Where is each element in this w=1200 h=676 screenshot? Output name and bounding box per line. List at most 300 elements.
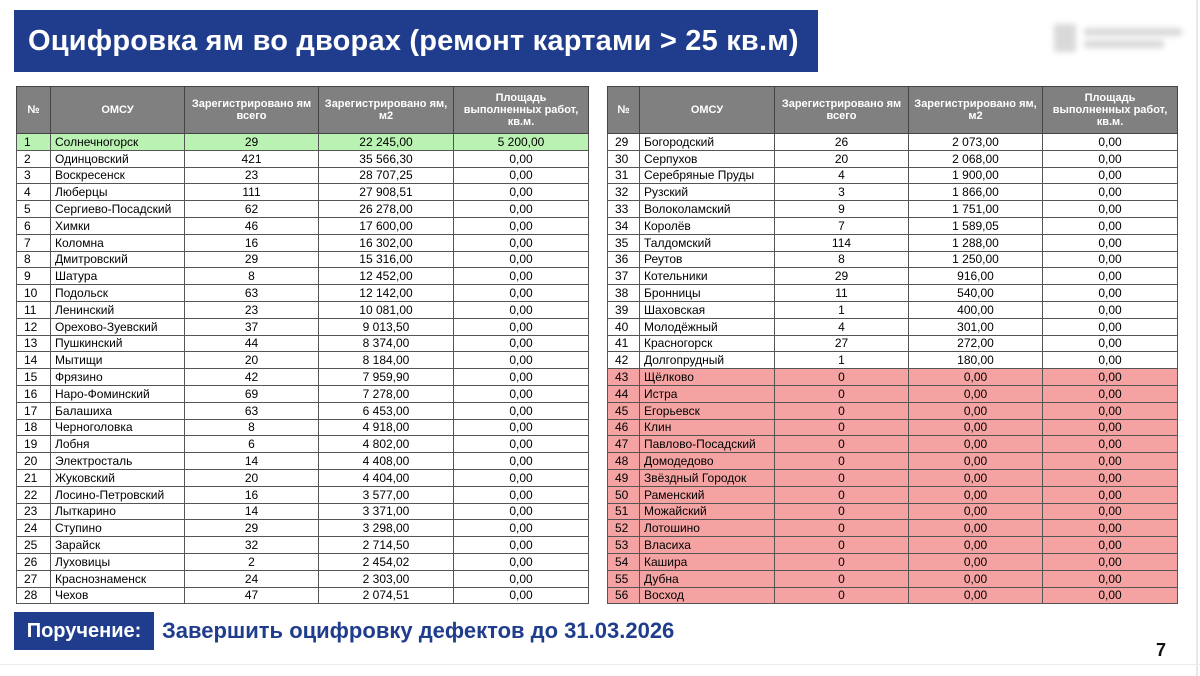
- cell-done: 0,00: [1043, 268, 1178, 285]
- cell-num: 33: [608, 201, 640, 218]
- header-count: Зарегистрировано ям всего: [775, 87, 909, 134]
- cell-omsu: Молодёжный: [640, 318, 775, 335]
- cell-num: 30: [608, 150, 640, 167]
- cell-done: 0,00: [1043, 134, 1178, 151]
- cell-omsu: Власиха: [640, 537, 775, 554]
- table-row: [608, 436, 1178, 453]
- cell-num: 50: [608, 486, 640, 503]
- cell-count: 0: [775, 419, 909, 436]
- cell-num: 10: [17, 285, 51, 302]
- cell-done: 0,00: [1043, 150, 1178, 167]
- table-row: [17, 268, 589, 285]
- cell-num: 56: [608, 587, 640, 604]
- table-row: [17, 251, 589, 268]
- cell-omsu: Шаховская: [640, 301, 775, 318]
- cell-count: 69: [185, 385, 319, 402]
- table-row: [608, 184, 1178, 201]
- cell-area: 35 566,30: [319, 150, 454, 167]
- table-row: [608, 301, 1178, 318]
- cell-done: 0,00: [1043, 587, 1178, 604]
- cell-omsu: Реутов: [640, 251, 775, 268]
- header-done: Площадь выполненных работ, кв.м.: [454, 87, 589, 134]
- cell-omsu: Лосино-Петровский: [51, 486, 185, 503]
- cell-area: 4 802,00: [319, 436, 454, 453]
- cell-done: 0,00: [454, 251, 589, 268]
- cell-num: 42: [608, 352, 640, 369]
- table-row: [17, 335, 589, 352]
- cell-done: 0,00: [454, 469, 589, 486]
- cell-omsu: Бронницы: [640, 285, 775, 302]
- cell-omsu: Дубна: [640, 570, 775, 587]
- header-omsu: ОМСУ: [640, 87, 775, 134]
- cell-omsu: Сергиево-Посадский: [51, 201, 185, 218]
- cell-count: 0: [775, 402, 909, 419]
- table-row: [608, 285, 1178, 302]
- cell-omsu: Егорьевск: [640, 402, 775, 419]
- cell-done: 0,00: [1043, 335, 1178, 352]
- cell-num: 49: [608, 469, 640, 486]
- cell-omsu: Орехово-Зуевский: [51, 318, 185, 335]
- cell-done: 0,00: [454, 369, 589, 386]
- potholes-table-left: [16, 86, 589, 604]
- cell-area: 0,00: [909, 520, 1043, 537]
- table-row: [17, 134, 589, 151]
- cell-num: 48: [608, 453, 640, 470]
- cell-omsu: Дмитровский: [51, 251, 185, 268]
- table-header-row: [608, 87, 1178, 134]
- cell-area: 400,00: [909, 301, 1043, 318]
- cell-area: 1 866,00: [909, 184, 1043, 201]
- cell-count: 3: [775, 184, 909, 201]
- slide-edge: [1196, 0, 1198, 676]
- table-header-row: [17, 87, 589, 134]
- cell-count: 2: [185, 553, 319, 570]
- cell-num: 20: [17, 453, 51, 470]
- table-row: [608, 251, 1178, 268]
- cell-done: 0,00: [454, 318, 589, 335]
- cell-count: 1: [775, 301, 909, 318]
- cell-area: 26 278,00: [319, 201, 454, 218]
- cell-count: 20: [185, 352, 319, 369]
- cell-done: 0,00: [454, 285, 589, 302]
- cell-done: 0,00: [1043, 570, 1178, 587]
- table-row: [17, 520, 589, 537]
- table-row: [608, 419, 1178, 436]
- cell-count: 0: [775, 520, 909, 537]
- cell-area: 0,00: [909, 587, 1043, 604]
- cell-done: 0,00: [1043, 234, 1178, 251]
- table-row: [17, 436, 589, 453]
- table-row: [608, 268, 1178, 285]
- cell-omsu: Мытищи: [51, 352, 185, 369]
- cell-done: 0,00: [1043, 419, 1178, 436]
- cell-omsu: Краснознаменск: [51, 570, 185, 587]
- cell-area: 6 453,00: [319, 402, 454, 419]
- cell-count: 26: [775, 134, 909, 151]
- cell-num: 9: [17, 268, 51, 285]
- cell-area: 0,00: [909, 570, 1043, 587]
- cell-area: 4 408,00: [319, 453, 454, 470]
- cell-count: 0: [775, 553, 909, 570]
- cell-count: 63: [185, 285, 319, 302]
- cell-count: 47: [185, 587, 319, 604]
- cell-area: 8 374,00: [319, 335, 454, 352]
- cell-num: 26: [17, 553, 51, 570]
- table-row: [17, 453, 589, 470]
- cell-done: 0,00: [454, 570, 589, 587]
- cell-area: 0,00: [909, 537, 1043, 554]
- cell-done: 0,00: [1043, 469, 1178, 486]
- cell-num: 23: [17, 503, 51, 520]
- cell-omsu: Наро-Фоминский: [51, 385, 185, 402]
- cell-done: 0,00: [454, 385, 589, 402]
- cell-area: 7 278,00: [319, 385, 454, 402]
- cell-area: 2 303,00: [319, 570, 454, 587]
- cell-num: 2: [17, 150, 51, 167]
- cell-omsu: Котельники: [640, 268, 775, 285]
- cell-done: 0,00: [1043, 352, 1178, 369]
- cell-done: 0,00: [454, 184, 589, 201]
- cell-num: 41: [608, 335, 640, 352]
- instruction-text: Завершить оцифровку дефектов до 31.03.2026: [162, 618, 675, 643]
- cell-area: 0,00: [909, 469, 1043, 486]
- cell-num: 52: [608, 520, 640, 537]
- table-row: [608, 503, 1178, 520]
- cell-count: 20: [775, 150, 909, 167]
- header-num: №: [608, 87, 640, 134]
- table-row: [17, 570, 589, 587]
- page-title: [14, 10, 818, 72]
- cell-done: 0,00: [1043, 436, 1178, 453]
- cell-area: 0,00: [909, 402, 1043, 419]
- cell-omsu: Серпухов: [640, 150, 775, 167]
- cell-omsu: Красногорск: [640, 335, 775, 352]
- cell-done: 0,00: [1043, 453, 1178, 470]
- cell-num: 36: [608, 251, 640, 268]
- cell-area: 3 577,00: [319, 486, 454, 503]
- cell-num: 46: [608, 419, 640, 436]
- table-row: [17, 184, 589, 201]
- cell-num: 21: [17, 469, 51, 486]
- cell-num: 28: [17, 587, 51, 604]
- cell-omsu: Серебряные Пруды: [640, 167, 775, 184]
- table-row: [17, 234, 589, 251]
- table-row: [608, 537, 1178, 554]
- cell-area: 17 600,00: [319, 217, 454, 234]
- header-omsu: ОМСУ: [51, 87, 185, 134]
- cell-done: 0,00: [454, 201, 589, 218]
- cell-num: 19: [17, 436, 51, 453]
- table-row: [608, 402, 1178, 419]
- cell-omsu: Домодедово: [640, 453, 775, 470]
- table-row: [17, 217, 589, 234]
- cell-area: 272,00: [909, 335, 1043, 352]
- cell-done: 0,00: [1043, 385, 1178, 402]
- cell-done: 0,00: [454, 453, 589, 470]
- cell-area: 16 302,00: [319, 234, 454, 251]
- cell-count: 1: [775, 352, 909, 369]
- cell-area: 10 081,00: [319, 301, 454, 318]
- cell-done: 0,00: [1043, 301, 1178, 318]
- cell-done: 0,00: [1043, 537, 1178, 554]
- cell-count: 16: [185, 486, 319, 503]
- cell-done: 0,00: [454, 217, 589, 234]
- cell-area: 4 404,00: [319, 469, 454, 486]
- cell-omsu: Королёв: [640, 217, 775, 234]
- cell-omsu: Луховицы: [51, 553, 185, 570]
- footer-divider: [0, 664, 1200, 665]
- cell-count: 0: [775, 453, 909, 470]
- cell-done: 0,00: [454, 553, 589, 570]
- cell-count: 29: [185, 520, 319, 537]
- cell-omsu: Долгопрудный: [640, 352, 775, 369]
- cell-area: 15 316,00: [319, 251, 454, 268]
- cell-num: 37: [608, 268, 640, 285]
- cell-area: 4 918,00: [319, 419, 454, 436]
- cell-area: 2 073,00: [909, 134, 1043, 151]
- cell-area: 1 250,00: [909, 251, 1043, 268]
- cell-area: 9 013,50: [319, 318, 454, 335]
- table-row: [17, 469, 589, 486]
- cell-count: 0: [775, 469, 909, 486]
- cell-omsu: Восход: [640, 587, 775, 604]
- cell-omsu: Волоколамский: [640, 201, 775, 218]
- table-row: [608, 570, 1178, 587]
- table-row: [608, 486, 1178, 503]
- cell-count: 29: [775, 268, 909, 285]
- cell-done: 0,00: [1043, 251, 1178, 268]
- cell-done: 5 200,00: [454, 134, 589, 151]
- cell-done: 0,00: [1043, 520, 1178, 537]
- cell-area: 0,00: [909, 553, 1043, 570]
- cell-done: 0,00: [454, 150, 589, 167]
- cell-count: 44: [185, 335, 319, 352]
- cell-done: 0,00: [454, 537, 589, 554]
- cell-num: 3: [17, 167, 51, 184]
- cell-count: 421: [185, 150, 319, 167]
- table-row: [17, 201, 589, 218]
- table-row: [608, 469, 1178, 486]
- header-count: Зарегистрировано ям всего: [185, 87, 319, 134]
- cell-omsu: Рузский: [640, 184, 775, 201]
- cell-area: 3 371,00: [319, 503, 454, 520]
- table-row: [17, 385, 589, 402]
- table-row: [17, 167, 589, 184]
- cell-num: 45: [608, 402, 640, 419]
- table-row: [608, 352, 1178, 369]
- cell-area: 1 589,05: [909, 217, 1043, 234]
- cell-count: 37: [185, 318, 319, 335]
- header-num: №: [17, 87, 51, 134]
- cell-count: 42: [185, 369, 319, 386]
- cell-count: 14: [185, 453, 319, 470]
- cell-count: 8: [185, 268, 319, 285]
- cell-num: 6: [17, 217, 51, 234]
- cell-omsu: Люберцы: [51, 184, 185, 201]
- table-row: [608, 553, 1178, 570]
- cell-num: 24: [17, 520, 51, 537]
- cell-num: 51: [608, 503, 640, 520]
- table-row: [17, 352, 589, 369]
- blurred-logo: [1054, 18, 1186, 56]
- cell-done: 0,00: [1043, 503, 1178, 520]
- cell-done: 0,00: [454, 503, 589, 520]
- table-row: [17, 150, 589, 167]
- cell-count: 0: [775, 587, 909, 604]
- cell-num: 8: [17, 251, 51, 268]
- cell-area: 916,00: [909, 268, 1043, 285]
- table-row: [17, 419, 589, 436]
- cell-area: 12 142,00: [319, 285, 454, 302]
- cell-count: 16: [185, 234, 319, 251]
- cell-done: 0,00: [454, 352, 589, 369]
- table-row: [608, 369, 1178, 386]
- cell-count: 6: [185, 436, 319, 453]
- page-title-text: Оцифровка ям во дворах (ремонт картами > 25 кв.м): [28, 24, 799, 57]
- cell-num: 54: [608, 553, 640, 570]
- cell-done: 0,00: [1043, 167, 1178, 184]
- cell-omsu: Чехов: [51, 587, 185, 604]
- cell-omsu: Лобня: [51, 436, 185, 453]
- cell-done: 0,00: [454, 167, 589, 184]
- cell-done: 0,00: [454, 587, 589, 604]
- cell-done: 0,00: [1043, 318, 1178, 335]
- cell-done: 0,00: [454, 486, 589, 503]
- table-row: [17, 402, 589, 419]
- cell-count: 46: [185, 217, 319, 234]
- cell-omsu: Кашира: [640, 553, 775, 570]
- cell-count: 114: [775, 234, 909, 251]
- cell-omsu: Солнечногорск: [51, 134, 185, 151]
- cell-count: 29: [185, 251, 319, 268]
- cell-omsu: Черноголовка: [51, 419, 185, 436]
- cell-area: 12 452,00: [319, 268, 454, 285]
- cell-done: 0,00: [454, 268, 589, 285]
- cell-num: 34: [608, 217, 640, 234]
- cell-done: 0,00: [1043, 369, 1178, 386]
- cell-area: 2 714,50: [319, 537, 454, 554]
- cell-num: 22: [17, 486, 51, 503]
- cell-area: 3 298,00: [319, 520, 454, 537]
- cell-num: 47: [608, 436, 640, 453]
- cell-num: 15: [17, 369, 51, 386]
- cell-num: 14: [17, 352, 51, 369]
- cell-area: 0,00: [909, 385, 1043, 402]
- cell-area: 0,00: [909, 436, 1043, 453]
- cell-done: 0,00: [1043, 201, 1178, 218]
- cell-count: 0: [775, 385, 909, 402]
- cell-num: 13: [17, 335, 51, 352]
- potholes-table-right: [607, 86, 1178, 604]
- cell-count: 62: [185, 201, 319, 218]
- cell-omsu: Электросталь: [51, 453, 185, 470]
- cell-count: 63: [185, 402, 319, 419]
- cell-num: 32: [608, 184, 640, 201]
- cell-omsu: Лыткарино: [51, 503, 185, 520]
- cell-done: 0,00: [454, 402, 589, 419]
- cell-num: 12: [17, 318, 51, 335]
- table-row: [17, 503, 589, 520]
- cell-omsu: Жуковский: [51, 469, 185, 486]
- cell-omsu: Воскресенск: [51, 167, 185, 184]
- cell-num: 7: [17, 234, 51, 251]
- table-row: [608, 335, 1178, 352]
- cell-omsu: Пушкинский: [51, 335, 185, 352]
- cell-count: 32: [185, 537, 319, 554]
- cell-omsu: Богородский: [640, 134, 775, 151]
- cell-area: 2 074,51: [319, 587, 454, 604]
- header-area: Зарегистрировано ям, м2: [909, 87, 1043, 134]
- cell-count: 8: [185, 419, 319, 436]
- cell-count: 11: [775, 285, 909, 302]
- cell-area: 8 184,00: [319, 352, 454, 369]
- cell-area: 22 245,00: [319, 134, 454, 151]
- cell-omsu: Можайский: [640, 503, 775, 520]
- cell-count: 0: [775, 369, 909, 386]
- cell-num: 5: [17, 201, 51, 218]
- cell-done: 0,00: [454, 520, 589, 537]
- instruction-label: Поручение:: [14, 612, 154, 650]
- table-row: [608, 217, 1178, 234]
- cell-omsu: Павлово-Посадский: [640, 436, 775, 453]
- cell-num: 4: [17, 184, 51, 201]
- cell-count: 24: [185, 570, 319, 587]
- cell-area: 0,00: [909, 453, 1043, 470]
- cell-count: 0: [775, 537, 909, 554]
- cell-area: 1 288,00: [909, 234, 1043, 251]
- cell-num: 39: [608, 301, 640, 318]
- table-row: [17, 318, 589, 335]
- cell-count: 9: [775, 201, 909, 218]
- cell-done: 0,00: [1043, 486, 1178, 503]
- cell-count: 14: [185, 503, 319, 520]
- cell-done: 0,00: [1043, 402, 1178, 419]
- cell-count: 7: [775, 217, 909, 234]
- table-row: [17, 587, 589, 604]
- cell-done: 0,00: [1043, 285, 1178, 302]
- cell-num: 43: [608, 369, 640, 386]
- cell-area: 0,00: [909, 503, 1043, 520]
- cell-count: 4: [775, 318, 909, 335]
- cell-done: 0,00: [454, 419, 589, 436]
- table-row: [608, 234, 1178, 251]
- cell-count: 0: [775, 436, 909, 453]
- cell-area: 2 068,00: [909, 150, 1043, 167]
- cell-area: 180,00: [909, 352, 1043, 369]
- cell-count: 4: [775, 167, 909, 184]
- cell-area: 27 908,51: [319, 184, 454, 201]
- cell-count: 111: [185, 184, 319, 201]
- cell-count: 27: [775, 335, 909, 352]
- cell-area: 540,00: [909, 285, 1043, 302]
- cell-done: 0,00: [1043, 184, 1178, 201]
- cell-count: 8: [775, 251, 909, 268]
- table-row: [17, 301, 589, 318]
- cell-num: 53: [608, 537, 640, 554]
- table-row: [17, 369, 589, 386]
- cell-count: 20: [185, 469, 319, 486]
- cell-num: 31: [608, 167, 640, 184]
- cell-count: 0: [775, 503, 909, 520]
- cell-count: 23: [185, 167, 319, 184]
- cell-omsu: Лотошино: [640, 520, 775, 537]
- table-row: [17, 486, 589, 503]
- cell-num: 27: [17, 570, 51, 587]
- cell-num: 1: [17, 134, 51, 151]
- cell-area: 7 959,90: [319, 369, 454, 386]
- cell-num: 11: [17, 301, 51, 318]
- cell-area: 1 900,00: [909, 167, 1043, 184]
